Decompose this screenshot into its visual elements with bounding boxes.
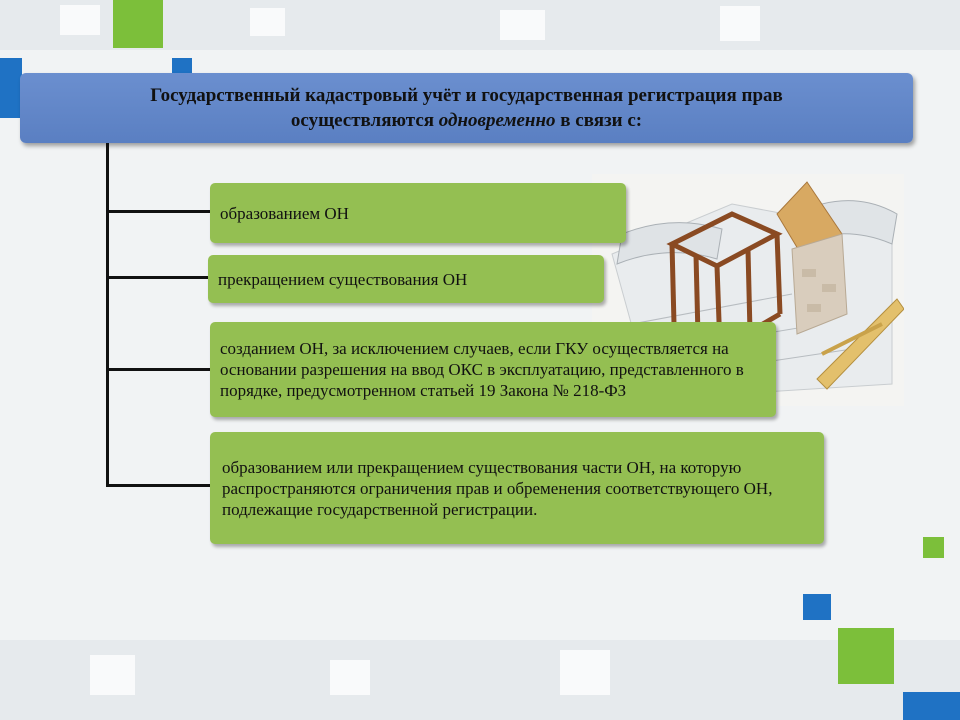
title-emphasis: одновременно (438, 110, 556, 131)
green-square (113, 0, 163, 48)
blue-square (172, 58, 192, 74)
list-item (208, 255, 604, 303)
branch-line (106, 276, 208, 279)
tree-trunk-line (106, 143, 109, 487)
list-item-label: образованием или прекращением существования части ОН, на которую распространяются ограничения прав и обременения соответствующего ОН, подлежащие государственной регистрации. (222, 457, 773, 519)
branch-line (106, 368, 210, 371)
title-line-2-end: в связи с: (555, 110, 643, 131)
list-item-label: созданием ОН, за исключением случаев, если ГКУ осуществляется на основании разрешения на ввод ОКС в эксплуатацию, представленного в порядке, предусмотренном статьей 19 Закона № 218-ФЗ (220, 339, 744, 400)
branch-line (106, 210, 210, 213)
green-square (923, 537, 944, 558)
bg-tile (500, 10, 545, 40)
list-item (210, 432, 824, 544)
blue-square (803, 594, 831, 620)
branch-line (106, 484, 210, 487)
title-banner (20, 73, 913, 143)
blue-square (903, 692, 960, 720)
bg-tile (90, 655, 135, 695)
title-line-2-text: осуществляются (290, 110, 439, 131)
title-line-2 (291, 108, 642, 133)
list-item-label: прекращением существования ОН (218, 269, 468, 289)
list-item (210, 322, 776, 417)
list-item (210, 183, 626, 243)
title-line-1: Государственный кадастровый учёт и государственная регистрация прав (150, 85, 783, 106)
bg-tile (330, 660, 370, 695)
bg-tile (720, 6, 760, 41)
bg-tile (0, 640, 960, 720)
blue-square (0, 58, 22, 118)
bg-tile (560, 650, 610, 695)
list-item-label: образованием ОН (220, 203, 349, 223)
bg-tile (250, 8, 285, 36)
green-square (838, 628, 894, 684)
bg-tile (60, 5, 100, 35)
